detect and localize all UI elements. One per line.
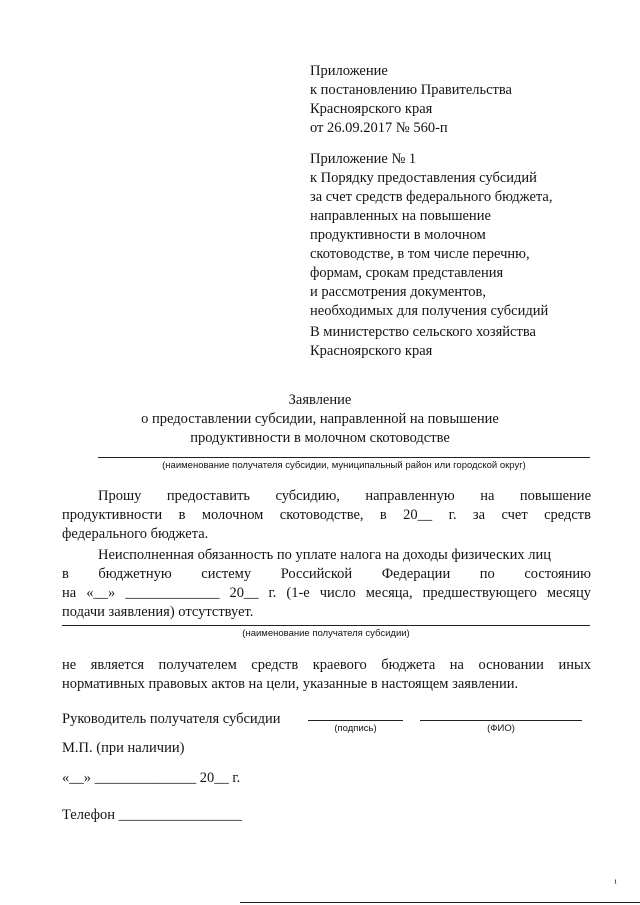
- word: в: [62, 566, 69, 582]
- page-mark: ¹: [614, 878, 617, 889]
- word: 20__: [403, 507, 433, 523]
- word: г.: [268, 585, 277, 601]
- word: в: [178, 507, 186, 523]
- word: (1-е: [286, 585, 310, 601]
- paragraph-line: Неисполненная обязанность по уплате налога на доходы физических лиц: [98, 547, 551, 563]
- addressee-line: Красноярского края: [310, 343, 433, 359]
- word: краевого: [312, 657, 367, 673]
- word: бюджета: [381, 657, 436, 673]
- word: повышение: [519, 488, 591, 504]
- signature-line: [308, 720, 403, 721]
- paragraph-line: нормативных правовых актов на цели, указанные в настоящем заявлении.: [62, 676, 519, 692]
- word: получателем: [158, 657, 237, 673]
- word: в: [379, 507, 387, 523]
- document-title: Заявление: [288, 392, 352, 408]
- full-name-line: [420, 720, 582, 721]
- word: месяца,: [365, 585, 413, 601]
- word: месяцу: [546, 585, 591, 601]
- paragraph-line: [98, 486, 591, 506]
- appendix-line: Приложение № 1: [310, 151, 417, 167]
- word: по: [479, 566, 495, 582]
- word: на: [449, 657, 464, 673]
- word: основании: [478, 657, 544, 673]
- phone-line: Телефон _________________: [62, 807, 242, 823]
- word: г.: [448, 507, 457, 523]
- word: предоставить: [166, 488, 251, 504]
- appendix-line: необходимых для получения субсидий: [310, 303, 549, 319]
- word: субсидию,: [275, 488, 340, 504]
- appendix-line: направленных на повышение: [310, 208, 491, 224]
- recipient-name-line: [62, 625, 590, 626]
- appendix-line: к Порядку предоставления субсидий: [310, 170, 537, 186]
- appendix-procedure-header: [310, 150, 552, 321]
- paragraph-line: [62, 655, 591, 675]
- appendix-line: от 26.09.2017 № 560-п: [310, 120, 448, 136]
- bottom-rule: [240, 902, 640, 903]
- appendix-line: формам, срокам представления: [310, 265, 504, 281]
- appendix-line: продуктивности в молочном: [310, 227, 486, 243]
- word: Прошу: [98, 488, 142, 504]
- word: предшествующего: [422, 585, 537, 601]
- word: на: [480, 488, 495, 504]
- paragraph-line: [62, 505, 591, 525]
- document-subtitle: о предоставлении субсидии, направленной на повышение: [141, 411, 499, 427]
- paragraph-line: федерального бюджета.: [62, 526, 209, 542]
- word: счет: [501, 507, 528, 523]
- word: направленную: [365, 488, 455, 504]
- word: является: [90, 657, 144, 673]
- appendix-header: [310, 62, 512, 138]
- word: бюджетную: [98, 566, 172, 582]
- appendix-line: к постановлению Правительства: [310, 82, 512, 98]
- appendix-line: Красноярского края: [310, 101, 433, 117]
- word: «__»: [86, 585, 116, 601]
- word: средств: [251, 657, 299, 673]
- word: Российской: [280, 566, 353, 582]
- word: за: [472, 507, 486, 523]
- appendix-line: скотоводстве, в том числе перечню,: [310, 246, 530, 262]
- signature-caption: (подпись): [334, 723, 377, 734]
- recipient-caption: (наименование получателя субсидии, муниципальный район или городской округ): [162, 460, 526, 471]
- recipient-name-line: [98, 457, 590, 458]
- word: скотоводстве,: [279, 507, 364, 523]
- word: не: [62, 657, 77, 673]
- addressee: [310, 323, 536, 361]
- word: молочном: [201, 507, 264, 523]
- full-name-caption: (ФИО): [487, 723, 515, 734]
- word: число: [319, 585, 356, 601]
- recipient-caption: (наименование получателя субсидии): [242, 628, 410, 639]
- word: продуктивности: [62, 507, 163, 523]
- paragraph-line: подачи заявления) отсутствует.: [62, 604, 254, 620]
- word: на: [62, 585, 77, 601]
- paragraph-line: [62, 583, 591, 603]
- word: состоянию: [524, 566, 591, 582]
- paragraph-line: [62, 564, 591, 584]
- word: 20__: [229, 585, 259, 601]
- word: _____________: [125, 585, 220, 601]
- word: Федерации: [381, 566, 451, 582]
- word: систему: [201, 566, 252, 582]
- appendix-line: за счет средств федерального бюджета,: [310, 189, 553, 205]
- word: иных: [558, 657, 591, 673]
- document-subtitle: продуктивности в молочном скотоводстве: [190, 430, 450, 446]
- appendix-line: и рассмотрения документов,: [310, 284, 486, 300]
- signature-label: Руководитель получателя субсидии: [62, 711, 281, 727]
- stamp-note: М.П. (при наличии): [62, 740, 185, 756]
- addressee-line: В министерство сельского хозяйства: [310, 324, 536, 340]
- word: средств: [544, 507, 591, 523]
- date-line: «__» ______________ 20__ г.: [62, 770, 241, 786]
- appendix-line: Приложение: [310, 63, 388, 79]
